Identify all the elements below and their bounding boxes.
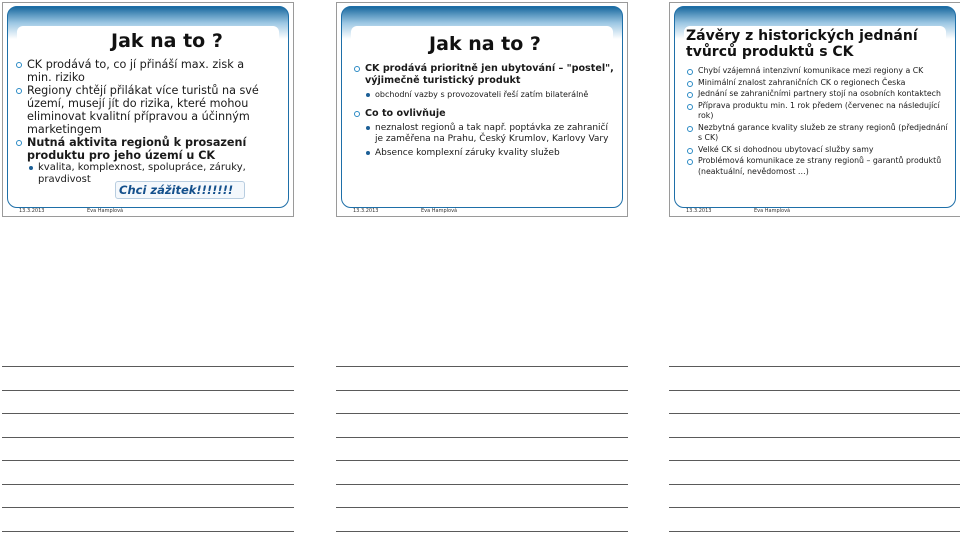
note-line [336, 390, 628, 391]
notes-lines [669, 366, 960, 554]
footer-date: 13.3.2013 [686, 208, 712, 214]
footer-author: Eva Hamplová [421, 208, 458, 214]
notes-lines [336, 366, 628, 554]
slide-title: Závěry z historických jednání tvůrců produktů s CK [686, 28, 918, 60]
bullet-item: Co to ovlivňuje [365, 108, 617, 120]
bullet-item: CK prodává prioritně jen ubytování – "postel", výjimečně turistický produkt [365, 63, 617, 87]
slide-3 [669, 2, 960, 217]
bullet-list [353, 63, 617, 159]
note-line [336, 437, 628, 438]
bullet-item: Nezbytná garance kvality služeb ze strany regionů (předjednání s CK) [698, 123, 950, 144]
slide-title: Jak na to ? [429, 33, 541, 55]
note-line [336, 484, 628, 485]
note-line [669, 531, 960, 532]
note-line [669, 437, 960, 438]
bullet-item: Jednání se zahraničními partnery stojí na osobních kontaktech [698, 89, 950, 100]
sub-bullet-item: neznalost regionů a tak např. poptávka ze zahraničí je zaměřena na Prahu, Český Krumlov, Karlovy Vary [375, 123, 617, 145]
bullet-list [27, 58, 267, 186]
bullet-item: Chybí vzájemná intenzivní komunikace mezi regiony a CK [698, 66, 950, 77]
note-line [2, 531, 294, 532]
footer-author: Eva Hamplová [754, 208, 791, 214]
slide-body [686, 28, 950, 177]
slide-title: Jak na to ? [111, 30, 223, 52]
bullet-item: Příprava produktu min. 1 rok předem (červenec na následující rok) [698, 101, 950, 122]
note-line [2, 437, 294, 438]
sub-bullet-item: kvalita, komplexnost, spolupráce, záruky, pravdivost [38, 162, 267, 186]
note-line [669, 413, 960, 414]
bullet-list [686, 66, 950, 177]
note-line [336, 531, 628, 532]
callout-text: Chci zážitek!!!!!!! [119, 183, 234, 197]
note-line [2, 484, 294, 485]
bullet-item: Velké CK si dohodnou ubytovací služby samy [698, 145, 950, 156]
footer-author: Eva Hamplová [87, 208, 124, 214]
sub-bullet-item: obchodní vazby s provozovateli řeší zatím bilaterálně [375, 90, 617, 100]
note-line [669, 460, 960, 461]
note-line [2, 460, 294, 461]
note-line [2, 507, 294, 508]
note-line [336, 366, 628, 367]
note-line [2, 366, 294, 367]
note-line [669, 390, 960, 391]
note-line [669, 484, 960, 485]
note-line [336, 507, 628, 508]
bullet-item: Nutná aktivita regionů k prosazení produktu pro jeho území u CK [27, 136, 267, 162]
note-line [336, 460, 628, 461]
note-line [336, 413, 628, 414]
slide-2 [336, 2, 628, 217]
note-line [669, 366, 960, 367]
bullet-item: Problémová komunikace ze strany regionů – garantů produktů (neaktuální, nevědomost …) [698, 156, 950, 177]
notes-lines [2, 366, 294, 554]
note-line [669, 507, 960, 508]
bullet-item: Minimální znalost zahraničních CK o regionech Česka [698, 78, 950, 89]
slide-body [353, 28, 617, 159]
footer-date: 13.3.2013 [19, 208, 45, 214]
sub-bullet-item: Absence komplexní záruky kvality služeb [375, 148, 617, 159]
bullet-item: Regiony chtějí přilákat více turistů na své území, musejí jít do rizika, které mohou eliminovat kvalitní přípravou a účinným marketingem [27, 84, 267, 136]
note-line [2, 390, 294, 391]
slide-1 [2, 2, 294, 217]
note-line [2, 413, 294, 414]
bullet-item: CK prodává to, co jí přináší max. zisk a min. riziko [27, 58, 267, 84]
footer-date: 13.3.2013 [353, 208, 379, 214]
